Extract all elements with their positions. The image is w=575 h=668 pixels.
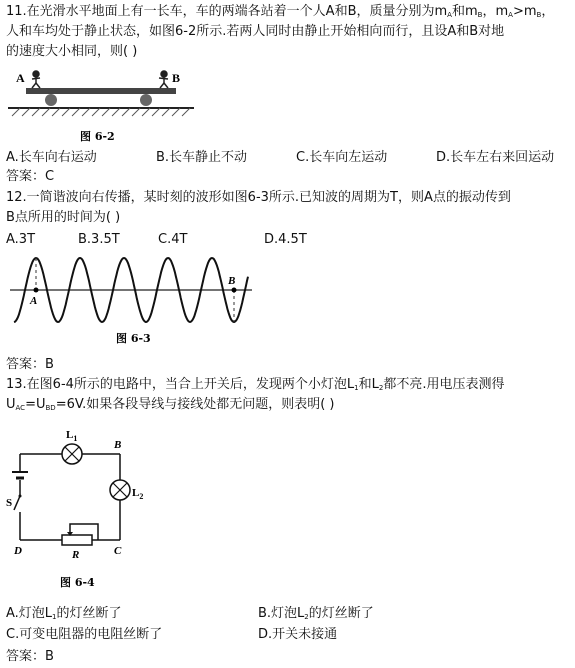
caption-6-4: 图 6-4: [60, 576, 95, 589]
label-a: A: [30, 295, 38, 307]
point-b: [232, 288, 237, 293]
label-b: B: [114, 439, 122, 451]
label-d: D: [14, 545, 22, 557]
figure-6-2: [6, 64, 196, 150]
cart-body: [26, 88, 176, 94]
wheel-left: [45, 94, 57, 106]
label-c: C: [114, 545, 122, 557]
label-l1: $L_1$: [66, 429, 78, 443]
q13-option-c: C.可变电阻器的电阻丝断了: [6, 627, 163, 642]
caption-6-3: 图 6-3: [116, 332, 151, 345]
q12-option-b: B.3.5T: [78, 232, 120, 247]
q13-option-b: B.灯泡$L_2$的灯丝断了: [258, 606, 374, 621]
q12-option-a: A.3T: [6, 232, 36, 247]
q11-option-a: A.长车向右运动: [6, 150, 97, 165]
label-s: S: [6, 497, 13, 509]
q12-option-c: C.4T: [158, 232, 188, 247]
q13-line2: $U_{AC}=U_{BD}=6V$.如果各段导线与接线处都无问题，则表明( ): [6, 397, 335, 412]
label-l2: $L_2$: [132, 487, 144, 501]
q11-option-d: D.长车左右来回运动: [436, 150, 555, 165]
q13-line1: 13.在图6-4所示的电路中，当合上开关后，发现两个小灯泡$L_1$和$L_2$都不亮.用电压表测得: [6, 377, 505, 392]
q12-line2: B点所用的时间为( ): [6, 210, 121, 225]
label-b: B: [228, 275, 236, 287]
q11-option-b: B.长车静止不动: [156, 150, 248, 165]
lamp-l2-icon: [110, 480, 130, 500]
figure-6-3: [6, 252, 256, 350]
q11-line2: 人和车均处于静止状态，如图6-2所示.若两人同时由静止开始相向而行，且设A和B对地: [6, 24, 505, 39]
q11-option-c: C.长车向左运动: [296, 150, 388, 165]
label-b: B: [172, 71, 181, 85]
figure-6-4: [6, 420, 166, 600]
label-r: R: [72, 549, 80, 561]
label-a: A: [16, 71, 25, 85]
q13-answer: 答案：B: [6, 649, 54, 664]
rheostat-icon: [62, 535, 92, 545]
point-a: [34, 288, 39, 293]
q11-line3: 的速度大小相同，则( ): [6, 44, 138, 59]
q11-line1: 11.在光滑水平地面上有一长车，车的两端各站着一个人A和B，质量分别为$m_A$和$m_B$，$m_A>m_B$，: [6, 4, 555, 19]
q13-option-a: A.灯泡$L_1$的灯丝断了: [6, 606, 122, 621]
q12-option-d: D.4.5T: [264, 232, 307, 247]
q11-answer: 答案：C: [6, 169, 55, 184]
q12-answer: 答案：B: [6, 357, 54, 372]
q13-option-d: D.开关未接通: [258, 627, 338, 642]
caption-6-2: 图 6-2: [80, 130, 115, 143]
lamp-l1-icon: [62, 444, 82, 464]
q12-line1: 12.一简谐波向右传播，某时刻的波形如图6-3所示.已知波的周期为T，则A点的振动传到: [6, 190, 511, 205]
wheel-right: [140, 94, 152, 106]
